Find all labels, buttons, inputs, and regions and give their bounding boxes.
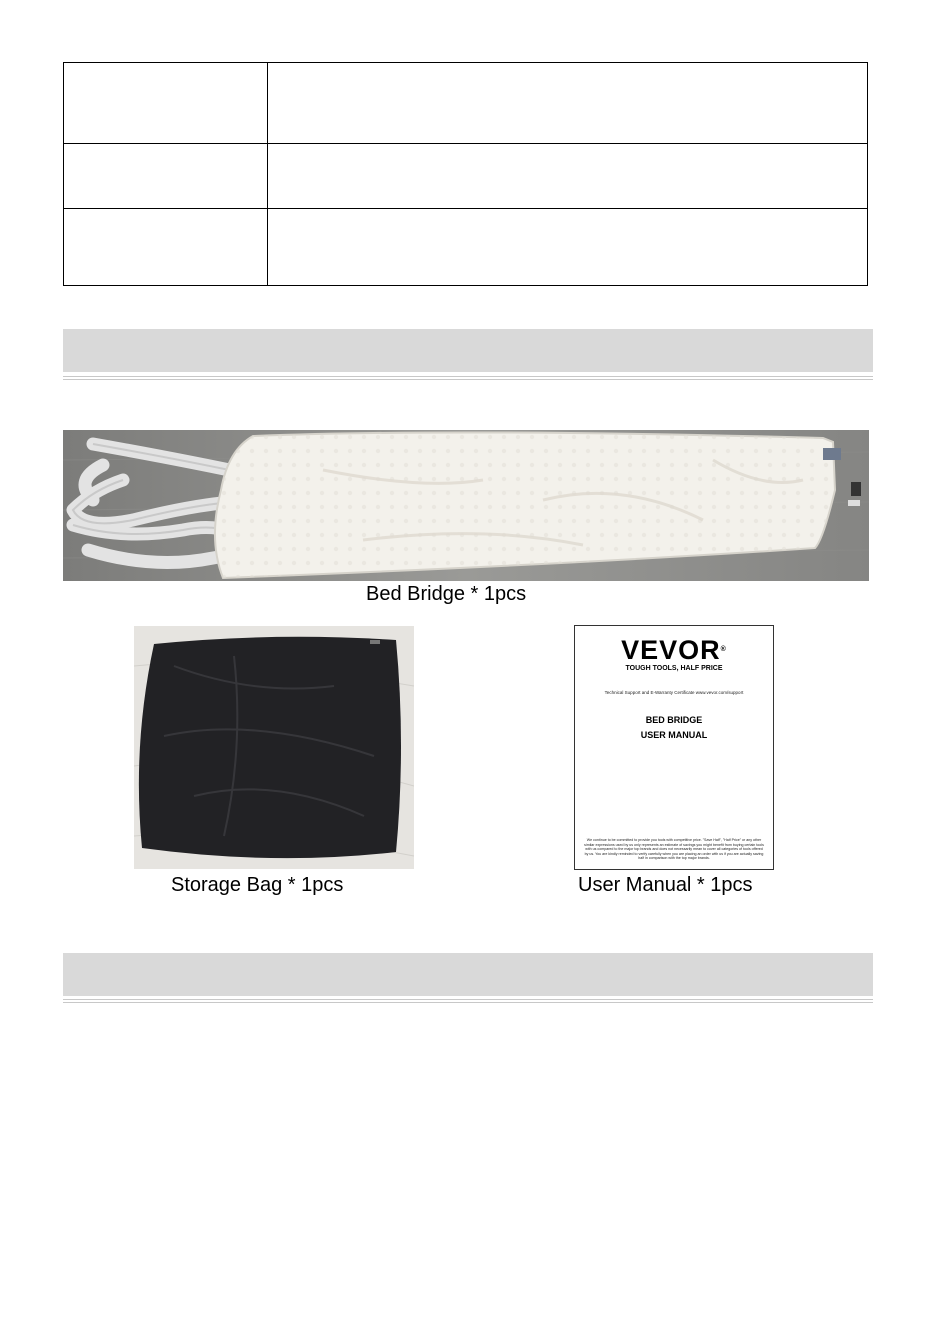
spec-value [268, 63, 868, 144]
storage-bag-image [134, 626, 414, 869]
brand-logo [575, 636, 773, 664]
section-header-package [63, 329, 873, 372]
brand-name: VEVOR [621, 635, 721, 665]
section-divider [63, 376, 873, 380]
bed-bridge-photo [63, 430, 869, 581]
manual-doc-type: USER MANUAL [640, 730, 708, 740]
spec-label [64, 63, 268, 144]
spec-label [64, 209, 268, 286]
brand-slogan: TOUGH TOOLS, HALF PRICE [625, 665, 723, 672]
table-row [64, 63, 868, 144]
spec-value [268, 144, 868, 209]
spec-table [63, 62, 868, 286]
manual-fine-print: We continue to be committed to provide you tools with competitive price. "Save Half", "Half Price" or any other similar expressions used by us only represents an estimate of savings you might benefit from buying certain tools with us compared to the major top brands and does not necessarily mean to cover all categories of tools offered by us. You are kindly reminded to verify carefully when you are placing an order with us if you are actually saving half in comparison with the top major brands. [584, 838, 764, 861]
manual-product-title: BED BRIDGE [645, 715, 703, 725]
user-manual-cover [574, 625, 774, 870]
table-row [64, 144, 868, 209]
bed-bridge-image [63, 430, 869, 581]
table-row [64, 209, 868, 286]
registered-mark: ® [720, 646, 727, 653]
caption-bed-bridge: Bed Bridge * 1pcs [366, 583, 527, 605]
storage-bag-photo [134, 626, 414, 869]
caption-storage-bag: Storage Bag * 1pcs [171, 874, 344, 896]
support-text: Technical Support and E-Warranty Certificate www.vevor.com/support [604, 690, 744, 695]
spec-value [268, 209, 868, 286]
section-header-next [63, 953, 873, 996]
spec-label [64, 144, 268, 209]
caption-user-manual: User Manual * 1pcs [578, 874, 753, 896]
section-divider [63, 999, 873, 1003]
